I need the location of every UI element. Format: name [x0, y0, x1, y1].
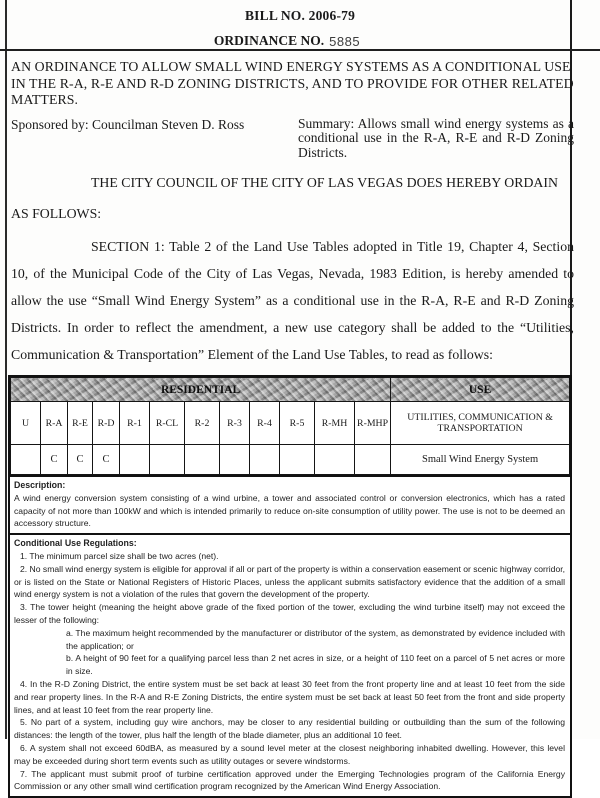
cell-r5 — [280, 445, 315, 475]
col-header-rd: R-D — [93, 402, 120, 445]
cell-rcl — [150, 445, 185, 475]
description-section — [10, 475, 570, 533]
table-group-header-row — [11, 378, 570, 402]
table-data-row — [11, 445, 570, 475]
col-header-ra: R-A — [41, 402, 68, 445]
col-header-r1: R-1 — [120, 402, 150, 445]
residential-group-header: RESIDENTIAL — [11, 378, 391, 402]
sponsor-summary-row — [11, 117, 574, 161]
cell-r2 — [185, 445, 220, 475]
regulation-item-1: 1. The minimum parcel size shall be two acres (net). — [20, 550, 219, 561]
col-header-r2: R-2 — [185, 402, 220, 445]
description-text: A wind energy conversion system consisting of a wind urbine, a tower and associated control or conversion electronics, which has a rated capacity of not more than 100kW and which is intended primarily to reduce on-site consumption of utility power. The use is not to be deemed an accessory structure. — [14, 492, 565, 529]
cell-ra: C — [41, 445, 68, 475]
cell-rd: C — [93, 445, 120, 475]
col-header-r3: R-3 — [220, 402, 250, 445]
section-1-paragraph: SECTION 1: Table 2 of the Land Use Tables adopted in Title 19, Chapter 4, Section 10, of the Municipal Code of the City of Las Vegas, Nevada, 1983 Edition, is hereby amended to allow the use “Small Wind Energy System” as a conditional use in the R-A, R-E and R-D Zoning Districts. In order to reflect the amendment, a new use category shall be added to the “Utilities, Communication & Transportation” Element of the Land Use Tables, to read as follows: — [11, 239, 574, 362]
cell-r3 — [220, 445, 250, 475]
document-body — [0, 51, 600, 798]
cell-rmh — [315, 445, 355, 475]
land-use-table — [10, 377, 570, 475]
ordinance-title-paragraph: AN ORDINANCE TO ALLOW SMALL WIND ENERGY SYSTEMS AS A CONDITIONAL USE IN THE R-A, R-E AND R-D ZONING DISTRICTS, AND TO PROVIDE FOR OTHER RELATED MATTERS. — [11, 59, 574, 107]
cell-re: C — [68, 445, 93, 475]
sponsored-by: Sponsored by: Councilman Steven D. Ross — [11, 116, 245, 132]
regulation-item-3a: a. The maximum height recommended by the manufacturer or distributor of the system, as demonstrated by evidence included with the application; or — [66, 627, 565, 651]
regulation-item-7: 7. The applicant must submit proof of turbine certification approved under the Emerging Technologies program of the California Energy Commission or any other small wind certification program recognized by the American Wind Energy Association. — [14, 768, 565, 792]
col-header-rmh: R-MH — [315, 402, 355, 445]
land-use-table-box — [8, 375, 572, 798]
ordinance-number-value: 5885 — [327, 34, 386, 51]
col-header-u: U — [11, 402, 41, 445]
cell-r4 — [250, 445, 280, 475]
regulation-item-3b: b. A height of 90 feet for a qualifying parcel less than 2 net acres in size, or a height of 110 feet on a parcel of 5 net acres or more in size. — [66, 653, 565, 677]
conditional-use-regulations-section — [10, 533, 570, 796]
title-block — [0, 0, 600, 51]
regulation-item-4: 4. In the R-D Zoning District, the entire system must be set back at least 30 feet from the front property line and at least 10 feet from the side and rear property lines. In the R-A and R-E Zoning Districts, the entire system must be set back at least 50 feet from the front and side property lines, and at least 10 feet from the rear property line. — [14, 678, 565, 715]
ordinance-number-label: ORDINANCE NO. — [213, 33, 325, 48]
regulation-item-5: 5. No part of a system, including guy wire anchors, may be closer to any residential building or outbuilding than the sum of the following distances: the length of the tower, plus half the length of the blade diameter, plus an additional 10 feet. — [14, 717, 565, 741]
cell-rmhp — [355, 445, 391, 475]
cell-r1 — [120, 445, 150, 475]
use-group-header: USE — [391, 378, 570, 402]
col-header-re: R-E — [68, 402, 93, 445]
col-header-utilities: UTILITIES, COMMUNICATION & TRANSPORTATION — [391, 402, 570, 445]
col-header-rmhp: R-MHP — [355, 402, 391, 445]
table-column-header-row — [11, 402, 570, 445]
description-label: Description: — [14, 480, 66, 490]
col-header-r5: R-5 — [280, 402, 315, 445]
cell-u — [11, 445, 41, 475]
bill-number: BILL NO. 2006-79 — [244, 8, 356, 23]
summary: Summary: Allows small wind energy systems as a conditional use in the R-A, R-E and R-D Zoning Districts. — [298, 115, 574, 160]
regulation-item-2: 2. No small wind energy system is eligible for approval if all or part of the property is within a conservation easement or scenic highway corridor, or is listed on the State or National Registers of Historic Places, unless the applicant submits satisfactory evidence that the addition of a small wind energy system is not a violation of the rules that govern the development of the property. — [14, 563, 565, 600]
ordain-clause-line1: THE CITY COUNCIL OF THE CITY OF LAS VEGAS DOES HEREBY ORDAIN — [91, 175, 558, 190]
col-header-r4: R-4 — [250, 402, 280, 445]
cell-use-name: Small Wind Energy System — [391, 445, 570, 475]
ordain-clause-line2: AS FOLLOWS: — [11, 206, 102, 221]
col-header-rcl: R-CL — [150, 402, 185, 445]
regulation-item-6: 6. A system shall not exceed 60dBA, as measured by a sound level meter at the closest neighboring inhabited dwelling. However, this level may be exceeded during short term events such as utility outages or severe windstorms. — [14, 742, 565, 766]
regulations-label: Conditional Use Regulations: — [14, 538, 137, 549]
regulation-item-3: 3. The tower height (meaning the height above grade of the fixed portion of the tower, excluding the wind turbine itself) may not exceed the lesser of the following: — [14, 602, 565, 625]
